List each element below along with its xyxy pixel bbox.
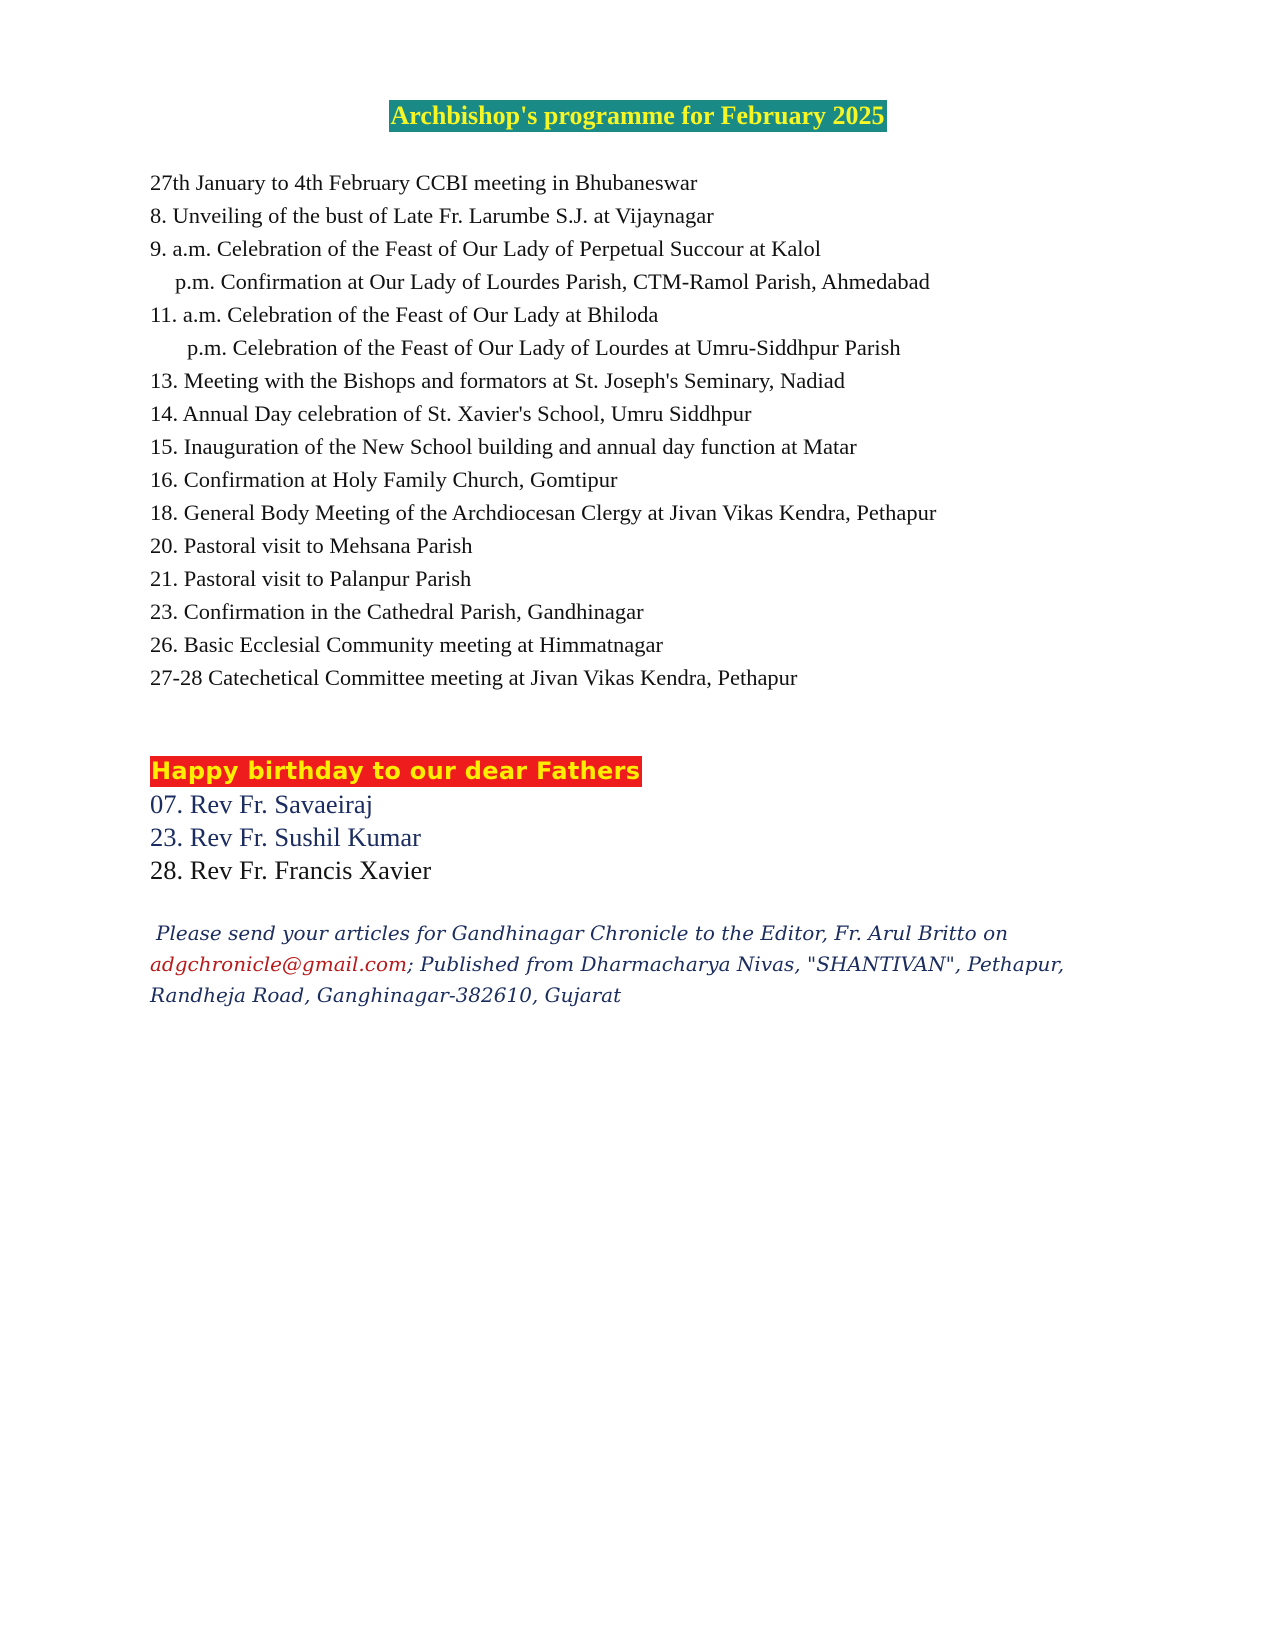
programme-item: 20. Pastoral visit to Mehsana Parish <box>150 533 473 558</box>
footer-publisher-text: ; Published from Dharmacharya Nivas, "SHANTIVAN", Pethapur, <box>406 952 1065 976</box>
programme-item: 21. Pastoral visit to Palanpur Parish <box>150 566 472 591</box>
birthday-list <box>150 788 431 887</box>
page-title: Archbishop's programme for February 2025 <box>390 101 885 130</box>
birthday-heading: Happy birthday to our dear Fathers <box>151 757 641 785</box>
programme-item: p.m. Celebration of the Feast of Our Lady of Lourdes at Umru-Siddhpur Parish <box>187 335 901 360</box>
programme-item: 11. a.m. Celebration of the Feast of Our Lady at Bhiloda <box>150 302 659 327</box>
birthday-entry: 23. Rev Fr. Sushil Kumar <box>150 822 421 852</box>
programme-item: 13. Meeting with the Bishops and formators at St. Joseph's Seminary, Nadiad <box>150 368 846 393</box>
birthday-entry: 28. Rev Fr. Francis Xavier <box>150 855 432 885</box>
footer-line-2 <box>150 949 1230 980</box>
programme-item: 18. General Body Meeting of the Archdiocesan Clergy at Jivan Vikas Kendra, Pethapur <box>150 500 937 525</box>
programme-item: 8. Unveiling of the bust of Late Fr. Larumbe S.J. at Vijaynagar <box>150 203 714 228</box>
programme-item: 23. Confirmation in the Cathedral Parish, Gandhinagar <box>150 599 644 624</box>
birthday-entry: 07. Rev Fr. Savaeiraj <box>150 789 373 819</box>
editor-email-link[interactable]: adgchronicle@gmail.com <box>150 952 407 976</box>
programme-item: 27-28 Catechetical Committee meeting at Jivan Vikas Kendra, Pethapur <box>150 665 798 690</box>
programme-item: 9. a.m. Celebration of the Feast of Our Lady of Perpetual Succour at Kalol <box>150 236 822 261</box>
programme-item: 16. Confirmation at Holy Family Church, Gomtipur <box>150 467 618 492</box>
footer-line-1: Please send your articles for Gandhinagar Chronicle to the Editor, Fr. Arul Britto on <box>156 921 1008 945</box>
programme-item: 27th January to 4th February CCBI meeting in Bhubaneswar <box>150 170 698 195</box>
footer-line-3: Randheja Road, Ganghinagar-382610, Gujarat <box>150 983 622 1007</box>
programme-list <box>150 166 1210 694</box>
title-wrapper <box>0 100 1275 132</box>
footer-note <box>150 918 1230 1011</box>
programme-item: 14. Annual Day celebration of St. Xavier's School, Umru Siddhpur <box>150 401 752 426</box>
programme-item: 26. Basic Ecclesial Community meeting at Himmatnagar <box>150 632 663 657</box>
programme-item: p.m. Confirmation at Our Lady of Lourdes Parish, CTM-Ramol Parish, Ahmedabad <box>175 269 930 294</box>
programme-item: 15. Inauguration of the New School building and annual day function at Matar <box>150 434 857 459</box>
